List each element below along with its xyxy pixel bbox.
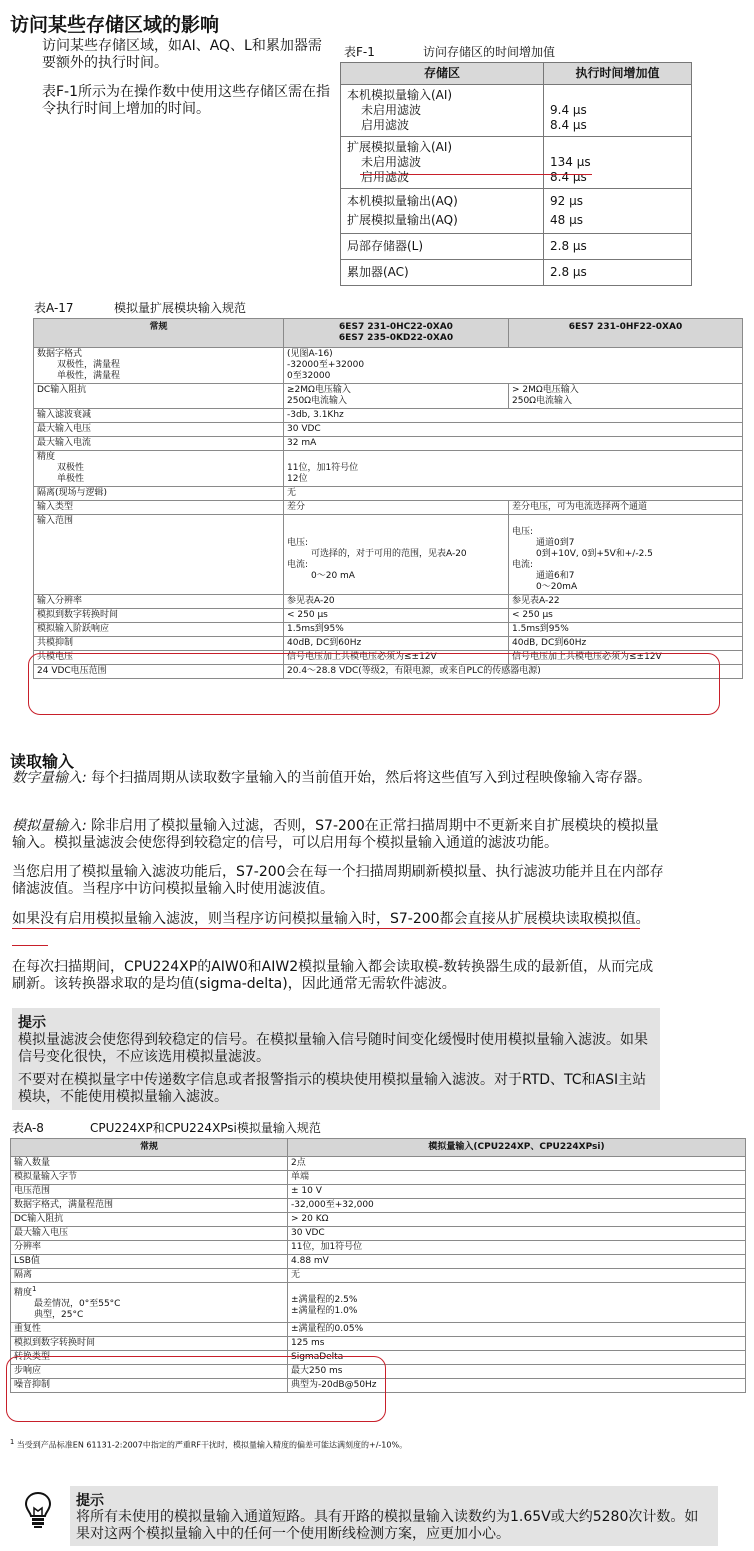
table-row: 24 VDC电压范围 20.4～28.8 VDC(等级2，有限电源，或来自PLC的传感器电源) — [34, 665, 743, 679]
table-header: 6ES7 231-0HC22-0XA0 6ES7 235-0KD22-0XA0 — [284, 319, 509, 348]
row-label: 累加器(AC) — [341, 260, 544, 286]
row-label: 本机模拟量输出(AQ) — [347, 194, 458, 208]
table-a8 — [10, 1138, 746, 1393]
red-underline-annotation — [12, 928, 640, 929]
tip-title: 提示 — [18, 1015, 46, 1031]
row-value: 2.8 μs — [544, 234, 692, 260]
table-row: DC输入阻抗 > 20 KΩ — [11, 1213, 746, 1227]
red-highlight-box — [28, 653, 720, 715]
table-row: 模拟量输入字节 单端 — [11, 1171, 746, 1185]
table-row: 模拟到数字转换时间 125 ms — [11, 1337, 746, 1351]
table-row: 电压范围 ± 10 V — [11, 1185, 746, 1199]
table-row — [341, 260, 692, 286]
paragraph-cpu224xp: 在每次扫描期间，CPU224XP的AIW0和AIW2模拟量输入都会读取模-数转换器生成的最新值，从而完成刷新。该转换器求取的是均值(sigma-delta)，因此通常无需软件滤波。 — [12, 959, 654, 992]
row-sub-label: 启用滤波 — [361, 118, 410, 132]
row-group-title: 扩展模拟量输入(AI) — [347, 140, 453, 154]
tip-paragraph: 不要对在模拟量字中传递数字信息或者报警指示的模块使用模拟量输入滤波。对于RTD、TC和ASI主站模块，不能使用模拟量输入滤波。 — [18, 1072, 647, 1105]
table-row: 重复性 ±满量程的0.05% — [11, 1323, 746, 1337]
table-a17-caption-title: 模拟量扩展模块输入规范 — [114, 301, 247, 315]
paragraph-digital-input: 数字量输入: 每个扫描周期从读取数字量输入的当前值开始，然后将这些值写入到过程映像输入寄存器。 — [12, 770, 652, 786]
table-row: 隔离 无 — [11, 1269, 746, 1283]
tip-paragraph: 将所有未使用的模拟量输入通道短路。具有开路的模拟量输入读数约为1.65V或大约5280次计数。如果对这两个模拟量输入中的任何一个使用断线检测方案，应更加小心。 — [76, 1509, 699, 1542]
page-title: 访问某些存储区域的影响 — [10, 14, 220, 36]
table-a17 — [33, 318, 743, 679]
tip-box — [12, 1008, 660, 1110]
table-row: 最大输入电流 32 mA — [34, 437, 743, 451]
red-underline-annotation — [12, 945, 48, 946]
row-value: 8.4 μs — [550, 118, 587, 132]
row-value: 134 μs — [550, 155, 591, 169]
intro-paragraph-2: 表F-1所示为在操作数中使用这些存储区需在指令执行时间上增加的时间。 — [42, 84, 331, 117]
table-row: 输入范围 电压: 可选择的，对于可用的范围，见表A-20 电流: 0～20 mA 电压: 通道0到7 0到+10V, 0到+5V和+/-2.5 电流: 通道6和7 0～20mA — [34, 515, 743, 595]
row-sub-label: 启用滤波 — [361, 170, 410, 184]
table-row: 噪音抑制 典型为-20dB@50Hz — [11, 1379, 746, 1393]
table-header: 存储区 — [341, 63, 544, 85]
table-row — [341, 137, 692, 189]
table-row: 共模电压 信号电压加上共模电压必须为≤±12V 信号电压加上共模电压必须为≤±12V — [34, 651, 743, 665]
table-row — [341, 234, 692, 260]
paragraph-filter-enabled: 当您启用了模拟量输入滤波功能后，S7-200会在每一个扫描周期刷新模拟量、执行滤波功能并且在内部存储滤波值。当程序中访问模拟量输入时使用滤波值。 — [12, 864, 664, 897]
table-row: LSB值 4.88 mV — [11, 1255, 746, 1269]
table-f1-caption-id: 表F-1 — [344, 45, 375, 59]
table-row: 隔离(现场与逻辑) 无 — [34, 487, 743, 501]
table-row: 数据字格式 双极性，满量程 单极性，满量程 (见图A-16) -32000至+32000 0至32000 — [34, 348, 743, 384]
table-row: 模拟到数字转换时间 < 250 μs < 250 μs — [34, 609, 743, 623]
table-row: 模拟输入阶跃响应 1.5ms到95% 1.5ms到95% — [34, 623, 743, 637]
table-row: 精度 双极性 单极性 11位，加1符号位 12位 — [34, 451, 743, 487]
table-row — [341, 189, 692, 234]
lightbulb-icon — [22, 1490, 54, 1530]
tip-box — [70, 1486, 718, 1546]
row-value: 9.4 μs — [550, 103, 587, 117]
table-row: 步响应 最大250 ms — [11, 1365, 746, 1379]
table-row: 输入类型 差分 差分电压，可为电流选择两个通道 — [34, 501, 743, 515]
row-label: 局部存储器(L) — [341, 234, 544, 260]
intro-paragraph-1: 访问某些存储区域，如AI、AQ、L和累加器需要额外的执行时间。 — [42, 38, 322, 71]
row-sub-label: 未启用滤波 — [361, 155, 422, 169]
table-row — [341, 85, 692, 137]
paragraph-analog-input: 模拟量输入: 除非启用了模拟量输入过滤，否则，S7-200在正常扫描周期中不更新来自扩展模块的模拟量输入。模拟量滤波会使您得到较稳定的信号，可以启用每个模拟量输入通道的滤波功能。 — [12, 818, 659, 851]
table-row: 输入滤波衰减 -3db, 3.1Khz — [34, 409, 743, 423]
table-row: 数据字格式，满量程范围 -32,000至+32,000 — [11, 1199, 746, 1213]
table-a8-caption-id: 表A-8 — [12, 1121, 44, 1135]
table-row: 最大输入电压 30 VDC — [11, 1227, 746, 1241]
row-value: 48 μs — [550, 213, 583, 227]
row-value: 92 μs — [550, 194, 583, 208]
red-underline-annotation — [360, 174, 592, 175]
table-row: 转换类型 SigmaDelta — [11, 1351, 746, 1365]
table-row: 输入数量 2点 — [11, 1157, 746, 1171]
red-highlight-box — [6, 1356, 386, 1422]
table-header: 常规 — [11, 1139, 288, 1157]
row-value: 2.8 μs — [544, 260, 692, 286]
table-a17-caption-id: 表A-17 — [34, 301, 74, 315]
tip-paragraph: 模拟量滤波会使您得到较稳定的信号。在模拟量输入信号随时间变化缓慢时使用模拟量输入滤波。如果信号变化很快，不应该选用模拟量滤波。 — [18, 1032, 648, 1065]
table-row: 共模抑制 40dB, DC到60Hz 40dB, DC到60Hz — [34, 637, 743, 651]
table-header: 执行时间增加值 — [544, 63, 692, 85]
row-group-title: 本机模拟量输入(AI) — [347, 88, 453, 102]
row-label: 扩展模拟量输出(AQ) — [347, 213, 458, 227]
table-header: 模拟量输入(CPU224XP、CPU224XPsi) — [288, 1139, 746, 1157]
table-row: DC输入阻抗 ≥2MΩ电压输入 250Ω电流输入 > 2MΩ电压输入 250Ω电流输入 — [34, 384, 743, 409]
row-value: 8.4 μs — [550, 170, 587, 184]
table-row: 最大输入电压 30 VDC — [34, 423, 743, 437]
tip-title: 提示 — [76, 1493, 104, 1509]
table-row: 分辨率 11位，加1符号位 — [11, 1241, 746, 1255]
table-header: 6ES7 231-0HF22-0XA0 — [509, 319, 743, 348]
table-a8-caption-title: CPU224XP和CPU224XPsi模拟量输入规范 — [90, 1121, 321, 1135]
table-f1-caption-title: 访问存储区的时间增加值 — [423, 45, 556, 59]
footnote: $^1$ 当受到产品标准EN 61131-2:2007中指定的严重RF干扰时，模拟量输入精度的偏差可能达满刻度的+/-10%。 — [10, 1438, 408, 1450]
section-heading: 读取输入 — [10, 752, 75, 771]
table-row: 精度$^1$ 最差情况，0°至55°C 典型，25°C ±满量程的2.5% ±满量程的1.0% — [11, 1283, 746, 1323]
paragraph-filter-disabled: 如果没有启用模拟量输入滤波，则当程序访问模拟量输入时，S7-200都会直接从扩展模块读取模拟值。 — [12, 911, 650, 927]
row-sub-label: 未启用滤波 — [361, 103, 422, 117]
table-header: 常规 — [34, 319, 284, 348]
table-row: 输入分辨率 参见表A-20 参见表A-22 — [34, 595, 743, 609]
